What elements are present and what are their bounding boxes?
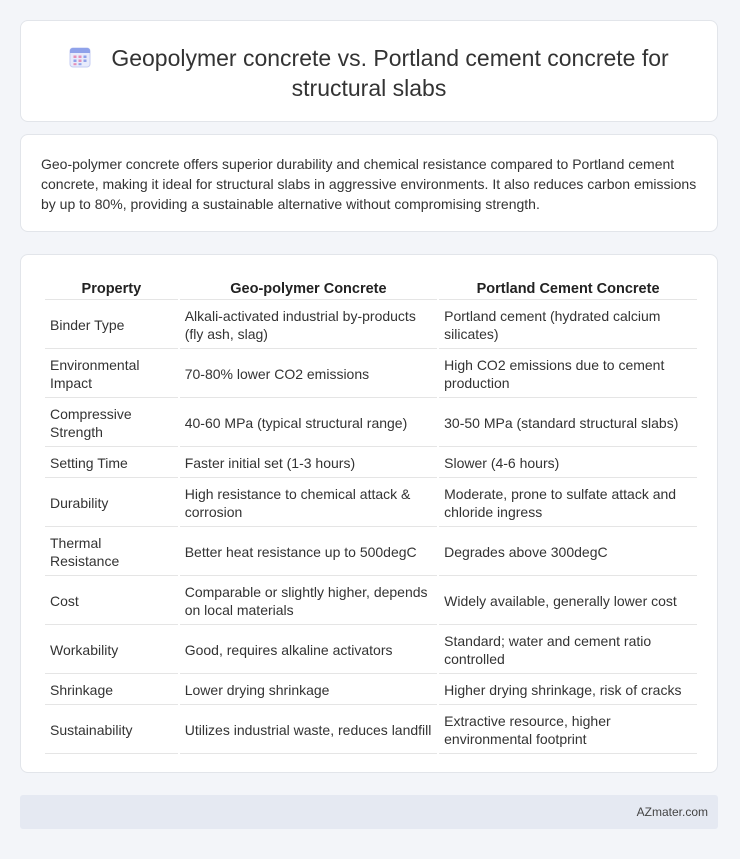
- geopolymer-cell: Lower drying shrinkage: [180, 676, 437, 705]
- table-row: [45, 400, 697, 447]
- table-header-row: [45, 277, 697, 300]
- table-row: [45, 707, 697, 754]
- column-header-geopolymer: Geo-polymer Concrete: [180, 277, 437, 300]
- page-title-container: [21, 43, 717, 103]
- page-title: Geopolymer concrete vs. Portland cement concrete for structural slabs: [111, 45, 669, 101]
- portland-cell: Moderate, prone to sulfate attack and chloride ingress: [439, 480, 697, 527]
- property-cell: Compressive Strength: [45, 400, 178, 447]
- geopolymer-cell: Utilizes industrial waste, reduces landfill: [180, 707, 437, 754]
- table-row: [45, 676, 697, 705]
- portland-cell: 30-50 MPa (standard structural slabs): [439, 400, 697, 447]
- property-cell: Workability: [45, 627, 178, 674]
- property-cell: Environmental Impact: [45, 351, 178, 398]
- portland-cell: Portland cement (hydrated calcium silicates): [439, 302, 697, 349]
- table-row: [45, 480, 697, 527]
- property-cell: Binder Type: [45, 302, 178, 349]
- property-cell: Thermal Resistance: [45, 529, 178, 576]
- property-cell: Setting Time: [45, 449, 178, 478]
- geopolymer-cell: High resistance to chemical attack & corrosion: [180, 480, 437, 527]
- property-cell: Durability: [45, 480, 178, 527]
- portland-cell: Slower (4-6 hours): [439, 449, 697, 478]
- footer-site-link[interactable]: AZmater.com: [636, 805, 708, 819]
- portland-cell: Higher drying shrinkage, risk of cracks: [439, 676, 697, 705]
- geopolymer-cell: Alkali-activated industrial by-products (fly ash, slag): [180, 302, 437, 349]
- portland-cell: High CO2 emissions due to cement production: [439, 351, 697, 398]
- geopolymer-cell: Better heat resistance up to 500degC: [180, 529, 437, 576]
- table-row: [45, 449, 697, 478]
- portland-cell: Widely available, generally lower cost: [439, 578, 697, 625]
- table-row: [45, 302, 697, 349]
- column-header-property: Property: [45, 277, 178, 300]
- summary-text: Geo-polymer concrete offers superior durability and chemical resistance compared to Portland cement concrete, making it ideal for structural slabs in aggressive environments. It also reduces carbon emissions by up to 80%, providing a sustainable alternative without compromising strength.: [41, 156, 697, 212]
- geopolymer-cell: 40-60 MPa (typical structural range): [180, 400, 437, 447]
- footer-bar: [20, 795, 718, 829]
- portland-cell: Extractive resource, higher environmental footprint: [439, 707, 697, 754]
- property-cell: Cost: [45, 578, 178, 625]
- calendar-grid-icon: [69, 46, 91, 68]
- column-header-portland: Portland Cement Concrete: [439, 277, 697, 300]
- table-row: [45, 351, 697, 398]
- title-card: [20, 20, 718, 122]
- table-row: [45, 529, 697, 576]
- portland-cell: Standard; water and cement ratio controlled: [439, 627, 697, 674]
- geopolymer-cell: Faster initial set (1-3 hours): [180, 449, 437, 478]
- table-row: [45, 627, 697, 674]
- property-cell: Shrinkage: [45, 676, 178, 705]
- geopolymer-cell: Comparable or slightly higher, depends on local materials: [180, 578, 437, 625]
- geopolymer-cell: Good, requires alkaline activators: [180, 627, 437, 674]
- table-row: [45, 578, 697, 625]
- portland-cell: Degrades above 300degC: [439, 529, 697, 576]
- comparison-table-card: [20, 254, 718, 773]
- summary-card: [20, 134, 718, 232]
- geopolymer-cell: 70-80% lower CO2 emissions: [180, 351, 437, 398]
- property-cell: Sustainability: [45, 707, 178, 754]
- comparison-table: [43, 275, 699, 756]
